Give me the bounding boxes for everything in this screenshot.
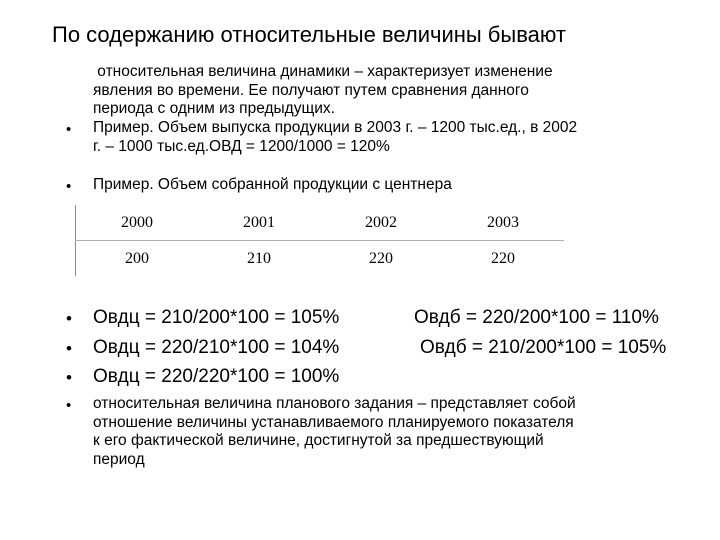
table-cell-value: 220 (369, 249, 393, 267)
definition-line: к его фактической величине, достигнутой за предшествующий (93, 432, 544, 449)
intro-line: относительная величина динамики – характеризует изменение (93, 63, 553, 80)
yield-table (75, 205, 564, 276)
intro-line: периода с одним из предыдущих. (93, 100, 335, 117)
table-cell-year: 2001 (198, 205, 320, 241)
base-formula: Овдб = 210/200*100 = 105% (420, 337, 667, 358)
chain-formula: Овдц = 210/200*100 = 105% (93, 307, 340, 328)
bullet-icon: • (66, 339, 72, 358)
base-formula: Овдб = 220/200*100 = 110% (414, 307, 659, 328)
chain-formula: Овдц = 220/210*100 = 104% (93, 337, 340, 358)
bullet-icon: • (66, 121, 72, 138)
example-paragraph-2 (93, 176, 703, 195)
example-line: Пример. Объем собранной продукции с центнера (93, 176, 452, 193)
intro-paragraph (93, 63, 703, 119)
table-cell-year: 2002 (320, 205, 442, 241)
table-cell-year: 2003 (442, 205, 564, 241)
table-cell-value: 220 (491, 249, 515, 267)
example-paragraph-1 (93, 119, 703, 156)
example-line: г. – 1000 тыс.ед.ОВД = 1200/1000 = 120% (93, 137, 390, 155)
definition-line: относительная величина планового задания – представляет собой (93, 395, 576, 412)
slide-title: По содержанию относительные величины бывают (52, 22, 566, 47)
chain-formula: Овдц = 220/220*100 = 100% (93, 366, 340, 387)
table-cell-value: 200 (76, 241, 199, 277)
table-cell-value: 210 (247, 249, 271, 267)
plan-definition-paragraph (93, 395, 703, 469)
bullet-icon: • (66, 368, 72, 387)
example-line: Пример. Объем выпуска продукции в 2003 г. – 1200 тыс.ед., в 2002 (93, 119, 578, 136)
intro-line: явления во времени. Ее получают путем сравнения данного (93, 81, 529, 99)
definition-line: отношение величины устанавливаемого планируемого показателя (93, 413, 574, 431)
bullet-icon: • (66, 309, 72, 328)
bullet-icon: • (66, 397, 72, 414)
table-row (76, 241, 565, 277)
table-cell-year: 2000 (76, 205, 199, 241)
bullet-icon: • (66, 178, 72, 195)
table-header-row (76, 205, 565, 241)
definition-line: период (93, 450, 145, 468)
